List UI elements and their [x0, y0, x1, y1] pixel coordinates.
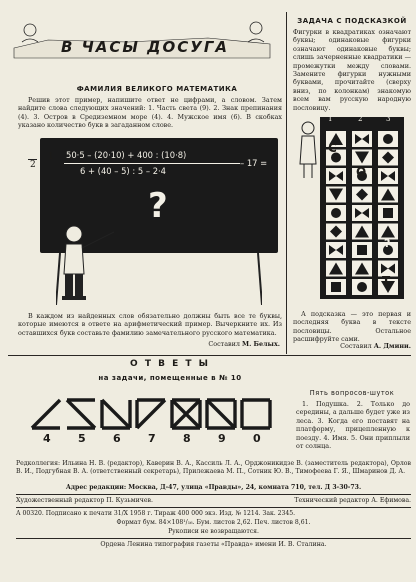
answer-stroke	[67, 400, 95, 428]
left-outro: В каждом из найденных слов обязательно должны быть все те буквы, которые имеются в ответе на арифметический пример. Вычеркните их. Из оставшихся букв составьте фамилию замечательного русского математика.	[18, 312, 282, 337]
grid-letter-o: О	[356, 165, 367, 179]
answer-figures	[30, 398, 280, 432]
footer-rule-2	[16, 507, 411, 508]
footer-address: Адрес редакции: Москва, Д-47, улица «Правды», 24, комната 710, тел. Д 3-30-73.	[65, 484, 362, 491]
answers-title: О Т В Е Т Ы	[130, 359, 210, 369]
footer-rule-3	[16, 538, 411, 539]
answer-stroke	[32, 400, 60, 428]
section-rule	[8, 355, 411, 356]
expr-top: 50·5 – (20·10) + 400 : (10·8)	[66, 150, 187, 160]
left-intro: Решив этот пример, напишите ответ не цифрами, а словом. Затем найдите слова следующих значений: 1. Часть света (9). 2. Знак препинания (4). 3. Остров в Средиземном море (4). 4. Мужское имя (6). В скобках указано количество букв в загаданном слове.	[18, 96, 282, 130]
board-question: ?	[148, 186, 168, 226]
header-title: В ЧАСЫ ДОСУГА	[60, 38, 229, 56]
answer-stroke	[207, 400, 235, 428]
grid-mark-2: 2	[358, 115, 363, 123]
right-author-name: А. Дмини.	[373, 342, 411, 350]
grid-symbol	[357, 282, 367, 292]
expr-end: – 17 =	[240, 158, 268, 168]
right-author	[300, 342, 411, 350]
footer-rule-1	[16, 494, 411, 495]
answer-digit: 7	[148, 432, 156, 445]
right-title: ЗАДАЧА С ПОДСКАЗКОЙ	[297, 17, 407, 25]
answer-stroke	[137, 400, 165, 428]
boy-illustration	[58, 212, 118, 307]
answer-digit: 4	[43, 432, 51, 445]
answer-digit: 5	[78, 432, 86, 445]
answer-digit: 9	[218, 432, 226, 445]
expr-bottom: 6 + (40 – 5) : 5 – 2·4	[80, 166, 167, 176]
right-text: Фигурки в квадратиках означают буквы; одинаковые фигурки означают одинаковые буквы; слишь зачерненные квадратики — промежутки между словами. Замените фигурки нужными буквами, прочитайте (сверху вниз, по колонкам) знакомую всем вам русскую народную пословицу.	[293, 28, 411, 112]
left-author	[180, 340, 280, 348]
fraction-side-bar	[28, 159, 37, 160]
answer-digit: 0	[253, 432, 261, 445]
grid-mark-1: 1	[328, 115, 333, 123]
grid-symbol	[383, 208, 393, 218]
footer-press: Ордена Ленина типография газеты «Правда» имени И. В. Сталина.	[100, 541, 327, 548]
footer-print-line1: А 00320. Подписано к печати 31/X 1958 г. Тираж 400 000 экз. Изд. № 1214. Зак. 2345.	[16, 510, 296, 517]
answers-subtitle: на задачи, помещенные в № 10	[98, 374, 242, 382]
answer-digits	[30, 432, 280, 444]
jokes-title: Пять вопросов-шуток	[309, 389, 395, 397]
right-hint: А подсказка — это первая и последняя буква в тексте пословицы. Остальное расшифруйте сами.	[293, 310, 411, 344]
kid-illustration	[296, 120, 320, 180]
header-banner	[8, 12, 280, 64]
footer-print-line2: Формат бум. 84×108¹/₁₆. Бум. листов 2,62. Печ. листов 8,61.	[116, 519, 311, 526]
footer-board: Редколлегия: Ильина Н. В. (редактор), Каверин В. А., Кассиль Л. А., Орджоникидзе В. (заместитель редактора), Орлов В. И., Подгубная В. А. (ответственный секретарь), Прилежаева М. П., Сотник Ю. В., Тимофеева Г. Я., Шмаринов Д. А.	[16, 460, 411, 475]
grid-letter-t: Т	[382, 274, 391, 288]
left-author-label: Составил	[208, 340, 240, 348]
grid-mark-3: 3	[386, 115, 391, 123]
left-title: ФАМИЛИЯ ВЕЛИКОГО МАТЕМАТИКА	[76, 85, 238, 93]
fraction-bar	[64, 163, 240, 164]
footer-tech-editor: Технический редактор А. Ефимова.	[294, 497, 411, 504]
symbol-grid	[320, 117, 404, 299]
grid-letter-c: С	[328, 141, 337, 155]
footer-manuscripts: Рукописи не возвращаются.	[168, 528, 259, 535]
fraction-num: 1	[48, 152, 54, 162]
grid-question: ?	[384, 237, 391, 250]
answer-digit: 8	[183, 432, 191, 445]
column-divider	[286, 12, 287, 354]
left-author-name: М. Белых.	[242, 340, 280, 348]
answer-digit: 6	[113, 432, 121, 445]
grid-symbol	[331, 208, 341, 218]
answer-stroke	[102, 400, 130, 428]
grid-symbol	[357, 245, 367, 255]
grid-symbol	[331, 282, 341, 292]
grid-symbol	[383, 134, 393, 144]
jokes-text: 1. Подушка. 2. Только до середины, а дальше будет уже из леса. 3. Когда его поставят на платформу, прицепленную к поезду. 4. Имя. 5. Они приплыли от солнца.	[296, 400, 410, 451]
footer-art-editor: Художественный редактор П. Кузьмичев.	[16, 497, 153, 504]
right-author-label: Составил	[340, 342, 372, 350]
fraction-den: 2	[30, 160, 36, 170]
